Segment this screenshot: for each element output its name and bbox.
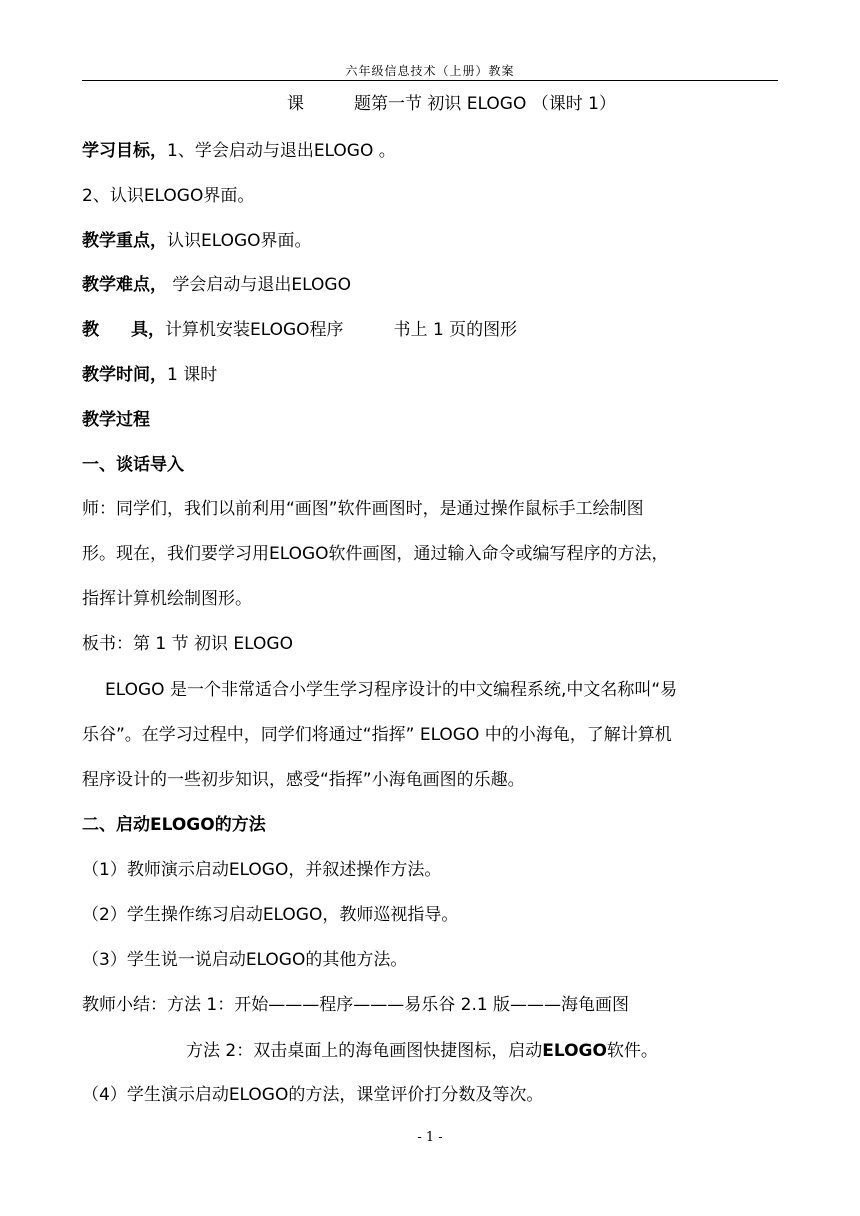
difficulty-label: 教学难点， — [82, 275, 167, 295]
tools-label-a: 教 — [82, 320, 99, 340]
step-item-2: （2）学生操作练习启动ELOGO，教师巡视指导。 — [82, 905, 459, 925]
summary-method-2 — [186, 1040, 658, 1062]
title-label-a: 课 — [287, 94, 304, 114]
teaching-time — [82, 364, 217, 386]
step-item-4: （4）学生演示启动ELOGO的方法，课堂评价打分数及等次。 — [82, 1085, 544, 1105]
header-rule — [82, 80, 778, 81]
summary2-text-a: 方法 2：双击桌面上的海龟画图快捷图标，启动 — [186, 1041, 543, 1061]
page-header: 六年级信息技术（上册）教案 — [345, 64, 515, 78]
tools-value-1: 计算机安装ELOGO程序 — [165, 320, 344, 340]
process-heading: 教学过程 — [82, 410, 150, 430]
para1-line1: 师：同学们，我们以前利用“画图”软件画图时，是通过操作鼠标手工绘制图 — [82, 499, 644, 519]
summary2-text-b: ELOGO — [542, 1041, 607, 1061]
tools-value-2: 书上 1 页的图形 — [393, 320, 518, 340]
para1-line2: 形。现在，我们要学习用ELOGO软件画图，通过输入命令或编写程序的方法， — [82, 544, 669, 564]
time-value: 1 课时 — [167, 365, 218, 385]
step-item-3: （3）学生说一说启动ELOGO的其他方法。 — [82, 950, 408, 970]
time-label: 教学时间， — [82, 365, 167, 385]
section1-heading: 一、谈话导入 — [82, 455, 184, 475]
para1-line3: 指挥计算机绘制图形。 — [82, 589, 252, 609]
summary2-text-c: 软件。 — [606, 1041, 658, 1061]
key-value: 认识ELOGO界面。 — [167, 231, 312, 251]
step-item-1: （1）教师演示启动ELOGO，并叙述操作方法。 — [82, 860, 442, 880]
para2-line1: ELOGO 是一个非常适合小学生学习程序设计的中文编程系统,中文名称叫“易 — [105, 680, 678, 700]
page-number: - 1 - — [417, 1130, 443, 1145]
key-label: 教学重点， — [82, 231, 167, 251]
lesson-title — [287, 93, 616, 115]
goal-item-1: 1、学会启动与退出ELOGO 。 — [167, 141, 396, 161]
section2-heading: 二、启动ELOGO的方法 — [82, 815, 266, 835]
summary-method-1: 教师小结：方法 1：开始———程序———易乐谷 2.1 版———海龟画图 — [82, 995, 630, 1015]
teaching-tools — [82, 319, 517, 341]
para2-line3: 程序设计的一些初步知识，感受“指挥”小海龟画图的乐趣。 — [82, 770, 525, 790]
difficulty-value: 学会启动与退出ELOGO — [167, 275, 351, 295]
learning-goal — [82, 140, 396, 162]
board-writing: 板书：第 1 节 初识 ELOGO — [82, 634, 293, 654]
teaching-key-point — [82, 230, 312, 252]
title-label-b: 题第一节 初识 ELOGO （课时 1） — [354, 94, 616, 114]
tools-label-b: 具， — [131, 320, 165, 340]
goal-item-2: 2、认识ELOGO界面。 — [82, 186, 255, 206]
para2-line2: 乐谷”。在学习过程中，同学们将通过“指挥” ELOGO 中的小海龟，了解计算机 — [82, 725, 672, 745]
teaching-difficulty — [82, 274, 351, 296]
goal-label: 学习目标， — [82, 141, 167, 161]
